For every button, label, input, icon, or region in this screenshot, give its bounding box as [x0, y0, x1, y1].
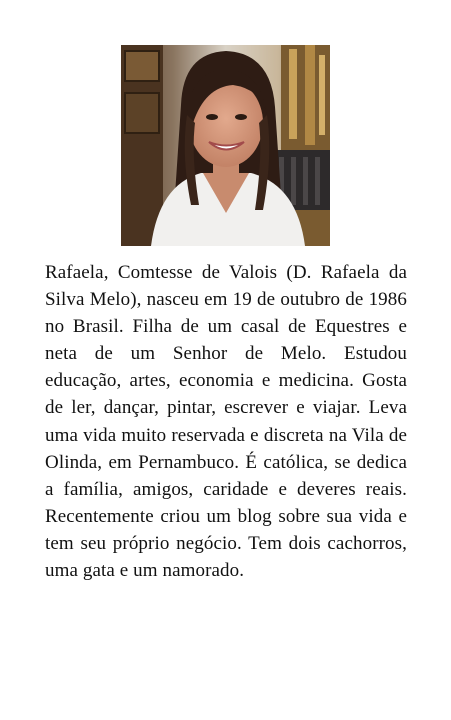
biography-text: Rafaela, Comtesse de Valois (D. Rafaela da Silva Melo), nasceu em 19 de outubro de 1986 no Brasil. Filha de um casal de Equestres e neta de um Senhor de Melo. Estudou educação, artes, economia e medicina. Gosta de ler, dançar, pintar, escrever e viajar. Leva uma vida muito reservada e discreta na Vila de Olinda, em Pernambuco. É católica, se dedica a família, amigos, caridade e deveres reais. Recentemente criou um blog sobre sua vida e tem seu próprio negócio. Tem dois cachorros, uma gata e um namorado.: [45, 262, 407, 582]
portrait-photo-icon: [121, 45, 330, 246]
portrait-photo: [121, 45, 330, 246]
